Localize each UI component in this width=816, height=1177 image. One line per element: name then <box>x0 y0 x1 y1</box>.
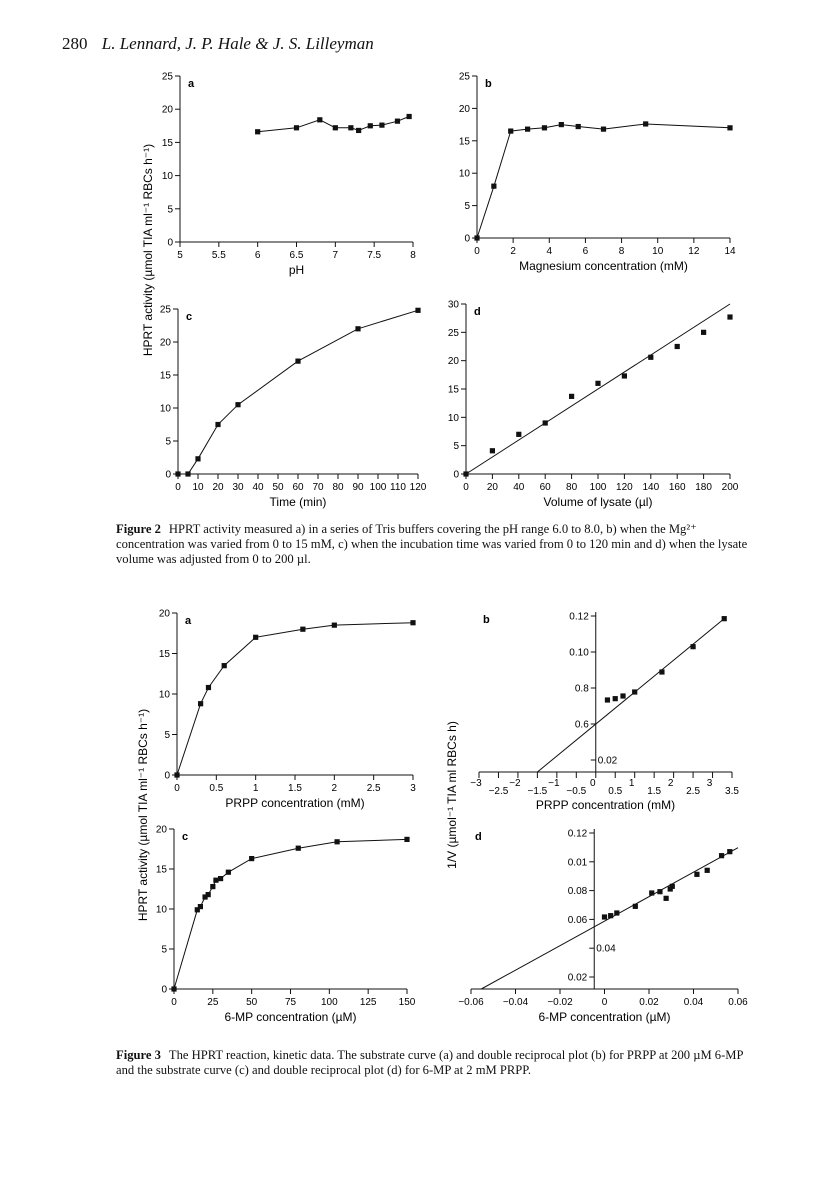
data-point <box>294 125 299 130</box>
panel-letter: a <box>188 78 195 90</box>
x-tick-label: 0.06 <box>728 997 748 1008</box>
x-tick-label: 0 <box>601 997 608 1008</box>
x-tick-label: 0 <box>463 482 469 493</box>
figure2-caption-text: HPRT activity measured a) in a series of Tris buffers covering the pH range 6.0 to 8.0, b) when the Mg²⁺ concentration was varied from 0 to 15 mM, c) when the incubation time was varied from 0 to 120 min and d) when the lysate volume was adjusted from 0 to 200 µl. <box>116 522 748 566</box>
data-point <box>213 878 218 883</box>
chart-fig3a <box>159 609 416 811</box>
x-tick-label: −3 <box>470 778 482 789</box>
x-axis-label: 6-MP concentration (µM) <box>538 1010 671 1024</box>
data-point <box>690 644 695 649</box>
x-tick-label: 60 <box>292 482 304 493</box>
data-point <box>727 125 732 130</box>
y-tick-label: 20 <box>161 104 173 116</box>
y-tick-label: 0 <box>165 469 171 481</box>
data-point <box>543 420 548 425</box>
y-tick-label: 10 <box>159 403 171 415</box>
x-tick-label: 3 <box>706 778 713 789</box>
y-tick-label: 20 <box>447 356 459 368</box>
panel-letter: a <box>185 615 192 627</box>
data-point <box>542 125 547 130</box>
y-tick-label: 10 <box>161 171 173 183</box>
x-tick-label: −0.02 <box>547 997 573 1008</box>
data-point <box>601 127 606 132</box>
x-tick-label: 50 <box>246 997 258 1008</box>
y-tick-label: 0 <box>453 469 459 481</box>
data-point <box>171 986 176 991</box>
x-tick-label: 2 <box>331 783 338 794</box>
y-tick-label: 0 <box>167 237 173 249</box>
chart-fig2b <box>459 72 736 274</box>
x-tick-label: 0.5 <box>209 783 224 794</box>
x-tick-label: 10 <box>192 482 204 493</box>
x-tick-label: 7 <box>332 250 339 261</box>
figure2-caption <box>116 522 756 567</box>
x-tick-label: 80 <box>566 482 578 493</box>
y-tick-label: 0.06 <box>567 914 588 926</box>
data-point <box>620 693 625 698</box>
y-tick-label: 15 <box>155 864 167 876</box>
x-tick-label: 8 <box>410 250 416 261</box>
y-tick-label: 10 <box>158 689 170 701</box>
data-point <box>355 326 360 331</box>
x-tick-label: 125 <box>359 997 377 1008</box>
x-tick-label: 3.5 <box>725 786 739 797</box>
x-tick-label: 140 <box>642 482 660 493</box>
data-point <box>296 846 301 851</box>
data-point <box>379 123 384 128</box>
y-tick-label: 0.6 <box>574 719 589 731</box>
x-tick-label: −0.04 <box>502 997 529 1008</box>
data-point <box>185 471 190 476</box>
y-tick-label: 0 <box>161 984 167 996</box>
y-tick-label: 25 <box>447 327 459 339</box>
x-axis-label: PRPP concentration (mM) <box>225 796 365 810</box>
x-tick-label: 4 <box>546 246 553 257</box>
y-tick-label: 30 <box>447 299 459 311</box>
data-point <box>559 122 564 127</box>
data-point <box>215 422 220 427</box>
data-point <box>255 129 260 134</box>
x-tick-label: 6 <box>254 250 261 261</box>
data-point <box>253 635 258 640</box>
panel-letter: c <box>186 311 193 323</box>
data-point <box>474 235 479 240</box>
x-tick-label: 100 <box>589 482 607 493</box>
data-point <box>727 314 732 319</box>
data-point <box>206 685 211 690</box>
x-axis-label: Time (min) <box>269 495 327 509</box>
series-line <box>477 124 730 238</box>
data-point <box>694 872 699 877</box>
panel-letter: d <box>474 306 481 318</box>
data-point <box>664 896 669 901</box>
figure2-caption-label: Figure 2 <box>116 522 161 536</box>
data-point <box>632 689 637 694</box>
y-tick-label: 0 <box>464 233 470 245</box>
data-point <box>613 696 618 701</box>
page-number: 280 <box>62 34 88 53</box>
data-point <box>516 432 521 437</box>
x-tick-label: −0.06 <box>458 997 484 1008</box>
x-tick-label: 10 <box>652 246 664 257</box>
x-tick-label: 7.5 <box>367 250 382 261</box>
data-point <box>210 884 215 889</box>
y-tick-label: 10 <box>447 412 459 424</box>
y-tick-label: 15 <box>458 136 470 148</box>
y-tick-label: 5 <box>453 441 459 453</box>
series-line <box>178 310 418 474</box>
y-tick-label: 0.02 <box>597 755 618 767</box>
y-tick-label: 5 <box>161 944 167 956</box>
x-tick-label: 8 <box>618 246 625 257</box>
data-point <box>395 119 400 124</box>
fig2-y-axis-label: HPRT activity (µmol TIA ml⁻¹ RBCs h⁻¹) <box>141 143 155 357</box>
x-tick-label: 120 <box>409 482 427 493</box>
x-tick-label: 50 <box>272 482 284 493</box>
y-tick-label: 25 <box>161 71 173 83</box>
data-point <box>595 381 600 386</box>
chart-fig2c <box>160 305 427 510</box>
x-axis-label: pH <box>288 263 305 277</box>
figure3-caption-label: Figure 3 <box>116 1048 161 1062</box>
panel-letter: b <box>485 78 492 90</box>
data-point <box>622 373 627 378</box>
data-point <box>206 892 211 897</box>
x-tick-label: 0.5 <box>608 786 623 797</box>
x-tick-label: 100 <box>320 997 338 1008</box>
data-point <box>605 697 610 702</box>
y-tick-label: 15 <box>159 370 171 382</box>
data-point <box>410 620 415 625</box>
data-point <box>633 904 638 909</box>
x-tick-label: 20 <box>486 482 498 493</box>
data-point <box>608 913 613 918</box>
x-axis-label: Magnesium concentration (mM) <box>519 259 688 273</box>
data-point <box>508 128 513 133</box>
data-point <box>295 359 300 364</box>
data-point <box>407 114 412 119</box>
x-tick-label: 80 <box>332 482 344 493</box>
data-point <box>602 914 607 919</box>
x-tick-label: 0 <box>174 783 180 794</box>
panel-letter: d <box>475 831 482 843</box>
data-point <box>175 471 180 476</box>
x-tick-label: 3 <box>410 783 416 794</box>
x-tick-label: 6 <box>582 246 589 257</box>
data-point <box>235 402 240 407</box>
x-tick-label: 0 <box>171 997 177 1008</box>
x-tick-label: 6.5 <box>289 250 304 261</box>
data-point <box>659 669 664 674</box>
y-tick-label: 0.12 <box>569 611 589 623</box>
x-tick-label: 0.02 <box>639 997 659 1008</box>
data-point <box>675 344 680 349</box>
x-tick-label: 160 <box>668 482 686 493</box>
data-point <box>218 876 223 881</box>
y-tick-label: 0.12 <box>567 828 588 840</box>
chart-fig3d <box>458 829 748 1025</box>
x-tick-label: 0 <box>589 778 596 789</box>
x-tick-label: 70 <box>312 482 324 493</box>
y-tick-label: 0.04 <box>596 943 616 955</box>
x-tick-label: 14 <box>724 246 736 257</box>
x-tick-label: −1 <box>548 778 560 789</box>
x-tick-label: −1.5 <box>527 786 548 797</box>
y-tick-label: 0 <box>164 770 170 782</box>
y-tick-label: 10 <box>458 168 470 180</box>
data-point <box>648 355 653 360</box>
y-tick-label: 5 <box>464 201 470 213</box>
data-point <box>670 884 675 889</box>
data-point <box>174 772 179 777</box>
y-tick-label: 5 <box>164 730 170 741</box>
x-tick-label: −2 <box>509 778 521 789</box>
series-line <box>177 623 413 775</box>
x-tick-label: 0 <box>175 482 181 493</box>
x-tick-label: 180 <box>695 482 712 493</box>
figure3-caption <box>116 1048 756 1078</box>
panel-letter: b <box>483 614 490 626</box>
x-tick-label: −0.5 <box>566 786 587 797</box>
data-point <box>226 870 231 875</box>
running-head-authors: L. Lennard, J. P. Hale & J. S. Lilleyman <box>101 34 374 53</box>
data-point <box>490 448 495 453</box>
data-point <box>649 890 654 895</box>
x-tick-label: 40 <box>252 482 264 493</box>
fig3-left-y-axis-label: HPRT activity (µmol TIA ml⁻¹ RBCs h⁻¹) <box>136 708 150 922</box>
panel-letter: c <box>182 831 189 843</box>
x-tick-label: −2.5 <box>488 786 509 797</box>
data-point <box>195 456 200 461</box>
data-point <box>249 856 254 861</box>
x-tick-label: 100 <box>369 482 387 493</box>
chart-fig2a <box>162 72 416 278</box>
x-tick-label: 0 <box>474 246 480 257</box>
data-point <box>657 889 662 894</box>
x-tick-label: 1 <box>628 778 635 789</box>
y-tick-label: 20 <box>155 824 167 836</box>
y-tick-label: 0.02 <box>567 972 588 984</box>
fit-line <box>481 848 738 989</box>
chart-fig3c <box>156 825 416 1025</box>
x-tick-label: 75 <box>284 997 297 1008</box>
data-point <box>356 128 361 133</box>
x-tick-label: 30 <box>232 482 244 493</box>
y-tick-label: 0.8 <box>574 683 589 695</box>
data-point <box>727 849 732 854</box>
x-tick-label: 1 <box>252 783 259 794</box>
x-tick-label: 5.5 <box>211 250 226 261</box>
figure3-caption-text: The HPRT reaction, kinetic data. The substrate curve (a) and double reciprocal plot (b) for PRPP at 200 µM 6-MP and the substrate curve (c) and double reciprocal plot (d) for 6-MP at 2 mM PRPP. <box>116 1048 744 1077</box>
data-point <box>705 868 710 873</box>
data-point <box>317 117 322 122</box>
data-point <box>198 904 203 909</box>
data-point <box>525 127 530 132</box>
data-point <box>404 837 409 842</box>
data-point <box>333 125 338 130</box>
chart-fig3b <box>470 612 739 813</box>
x-axis-label: Volume of lysate (µl) <box>543 495 653 509</box>
fig3-right-y-axis-label: 1/V (µmol⁻¹ TIA ml RBCs h) <box>445 721 459 869</box>
y-tick-label: 25 <box>159 304 171 316</box>
x-tick-label: 25 <box>207 997 219 1008</box>
data-point <box>222 663 227 668</box>
data-point <box>576 124 581 129</box>
fit-line <box>537 619 724 772</box>
x-tick-label: 90 <box>352 482 364 493</box>
data-point <box>701 330 706 335</box>
data-point <box>569 394 574 399</box>
data-point <box>491 184 496 189</box>
data-point <box>643 121 648 126</box>
x-tick-label: 200 <box>721 482 739 493</box>
data-point <box>614 910 619 915</box>
y-tick-label: 15 <box>447 384 459 396</box>
x-tick-label: 150 <box>398 997 416 1008</box>
x-tick-label: 2 <box>510 246 516 257</box>
data-point <box>415 308 420 313</box>
data-point <box>348 125 353 130</box>
x-tick-label: 5 <box>177 250 183 261</box>
data-point <box>722 616 727 621</box>
x-tick-label: 120 <box>616 482 633 493</box>
x-tick-label: 2 <box>667 778 674 789</box>
series-line <box>174 839 407 989</box>
x-tick-label: 1.5 <box>288 783 302 794</box>
x-tick-label: 20 <box>212 482 224 493</box>
x-axis-label: 6-MP concentration (µM) <box>224 1010 357 1024</box>
y-tick-label: 20 <box>158 608 170 620</box>
y-tick-label: 10 <box>155 904 167 916</box>
chart-fig2d <box>448 300 739 510</box>
y-tick-label: 0.08 <box>567 886 588 898</box>
x-tick-label: 0.04 <box>683 997 704 1008</box>
data-point <box>198 701 203 706</box>
data-point <box>719 853 724 858</box>
x-tick-label: 1.5 <box>647 786 662 797</box>
y-tick-label: 5 <box>165 436 171 448</box>
x-tick-label: 12 <box>688 246 700 257</box>
data-point <box>335 839 340 844</box>
y-tick-label: 25 <box>458 71 470 83</box>
x-tick-label: 110 <box>390 482 406 493</box>
x-tick-label: 60 <box>539 482 551 493</box>
y-tick-label: 5 <box>167 204 173 216</box>
x-tick-label: 40 <box>513 482 525 493</box>
data-point <box>332 623 337 628</box>
x-tick-label: 2.5 <box>366 783 381 794</box>
y-tick-label: 15 <box>161 137 173 149</box>
y-tick-label: 15 <box>158 649 170 660</box>
y-tick-label: 0.10 <box>569 647 589 659</box>
y-tick-label: 0.01 <box>567 857 588 869</box>
y-tick-label: 20 <box>159 337 171 349</box>
data-point <box>368 123 373 128</box>
x-axis-label: PRPP concentration (mM) <box>535 798 676 812</box>
data-point <box>300 627 305 632</box>
data-point <box>463 471 468 476</box>
x-tick-label: 2.5 <box>686 786 701 797</box>
fit-line <box>466 304 730 474</box>
y-tick-label: 20 <box>458 103 470 115</box>
